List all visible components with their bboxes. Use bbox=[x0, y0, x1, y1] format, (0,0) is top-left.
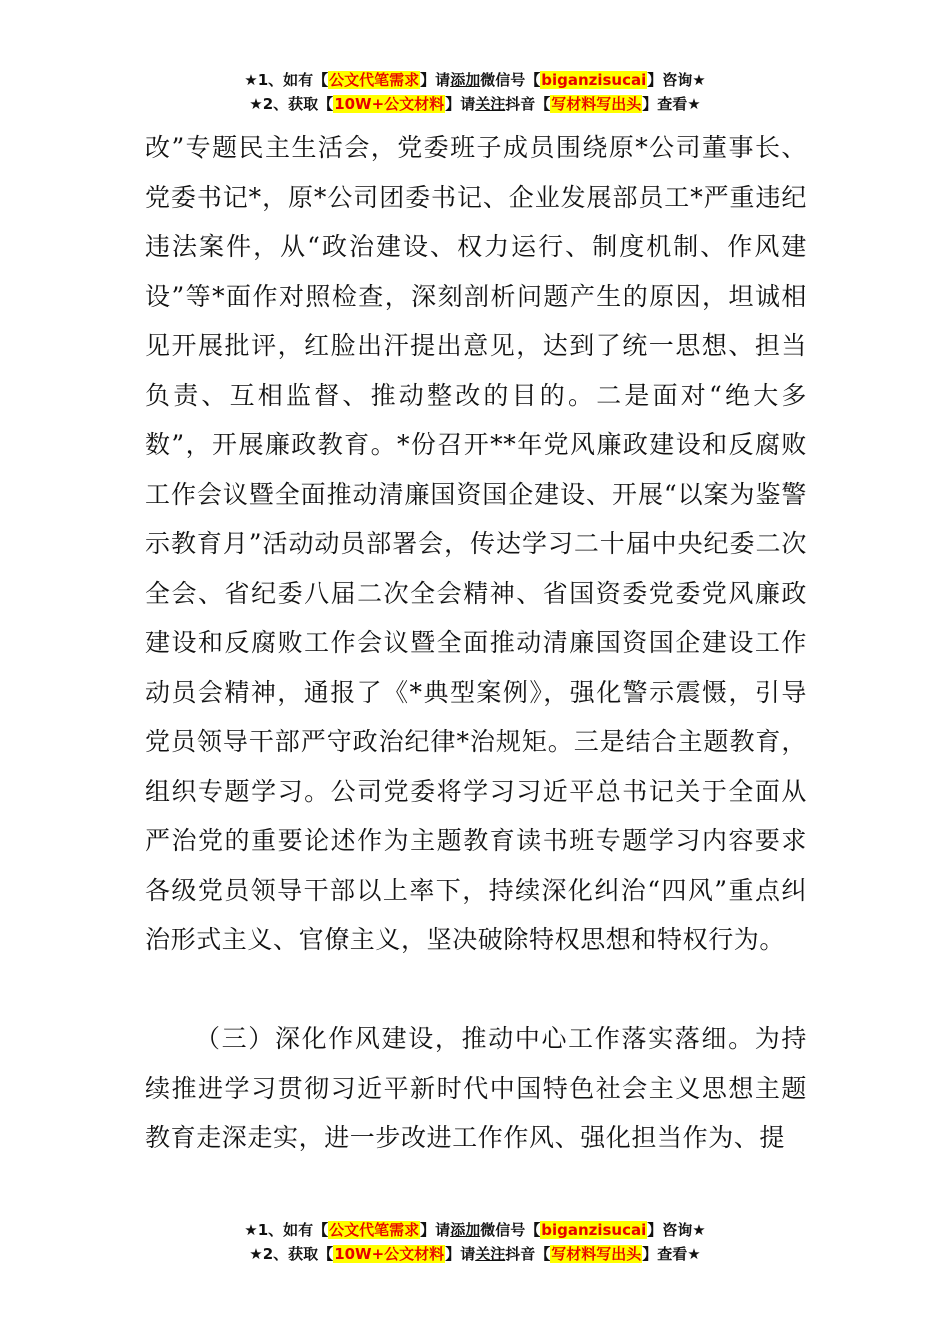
footer-banner bbox=[0, 1218, 950, 1266]
banner-text: ★2、获取【 bbox=[249, 95, 334, 113]
banner-text: ★1、如有【 bbox=[244, 1221, 329, 1239]
banner-text: 抖音【 bbox=[505, 1245, 551, 1263]
banner-text: ★1、如有【 bbox=[244, 71, 329, 89]
highlight-text: biganzisucai bbox=[541, 1221, 647, 1239]
paragraph-gap bbox=[145, 965, 807, 1015]
banner-line-2 bbox=[0, 92, 950, 116]
emphasis-text: 添加 bbox=[450, 1221, 481, 1239]
banner-text: 微信号【 bbox=[480, 1221, 541, 1239]
banner-text: 】请 bbox=[420, 71, 451, 89]
emphasis-text: 关注 bbox=[475, 95, 506, 113]
highlight-text: 10W+公文材料 bbox=[334, 95, 445, 113]
banner-text: 】请 bbox=[445, 1245, 476, 1263]
banner-text: 】请 bbox=[420, 1221, 451, 1239]
highlight-text: biganzisucai bbox=[541, 71, 647, 89]
banner-text: 】查看★ bbox=[642, 1245, 701, 1263]
highlight-text: 写材料写出头 bbox=[551, 1245, 642, 1263]
banner-text: 】咨询★ bbox=[647, 71, 706, 89]
highlight-text: 公文代笔需求 bbox=[329, 1221, 420, 1239]
banner-line-1 bbox=[0, 1218, 950, 1242]
banner-text: 微信号【 bbox=[480, 71, 541, 89]
highlight-text: 公文代笔需求 bbox=[329, 71, 420, 89]
banner-text: 】查看★ bbox=[642, 95, 701, 113]
highlight-text: 10W+公文材料 bbox=[334, 1245, 445, 1263]
paragraph-1: 改”专题民主生活会，党委班子成员围绕原*公司董事长、党委书记*，原*公司团委书记、企业发展部员工*严重违纪违法案件，从“政治建设、权力运行、制度机制、作风建设”等*面作对照检查，深刻剖析问题产生的原因，坦诚相见开展批评，红脸出汗提出意见，达到了统一思想、担当负责、互相监督、推动整改的目的。二是面对“绝大多数”，开展廉政教育。*份召开**年党风廉政建设和反腐败工作会议暨全面推动清廉国资国企建设、开展“以案为鉴警示教育月”活动动员部署会，传达学习二十届中央纪委二次全会、省纪委八届二次全会精神、省国资委党委党风廉政建设和反腐败工作会议暨全面推动清廉国资国企建设工作动员会精神，通报了《*典型案例》，强化警示震慑，引导党员领导干部严守政治纪律*治规矩。三是结合主题教育，组织专题学习。公司党委将学习习近平总书记关于全面从严治党的重要论述作为主题教育读书班专题学习内容要求各级党员领导干部以上率下，持续深化纠治“四风”重点纠治形式主义、官僚主义，坚决破除特权思想和特权行为。 bbox=[145, 133, 807, 954]
emphasis-text: 添加 bbox=[450, 71, 481, 89]
banner-text: 】咨询★ bbox=[647, 1221, 706, 1239]
banner-line-1 bbox=[0, 68, 950, 92]
banner-line-2 bbox=[0, 1242, 950, 1266]
banner-text: 抖音【 bbox=[505, 95, 551, 113]
paragraph-2: （三）深化作风建设，推动中心工作落实落细。为持续推进学习贯彻习近平新时代中国特色社会主义思想主题教育走深走实，进一步改进工作作风、强化担当作为、提 bbox=[145, 1024, 807, 1152]
header-banner bbox=[0, 68, 950, 116]
highlight-text: 写材料写出头 bbox=[551, 95, 642, 113]
document-body bbox=[145, 123, 807, 1163]
emphasis-text: 关注 bbox=[475, 1245, 506, 1263]
banner-text: ★2、获取【 bbox=[249, 1245, 334, 1263]
banner-text: 】请 bbox=[445, 95, 476, 113]
